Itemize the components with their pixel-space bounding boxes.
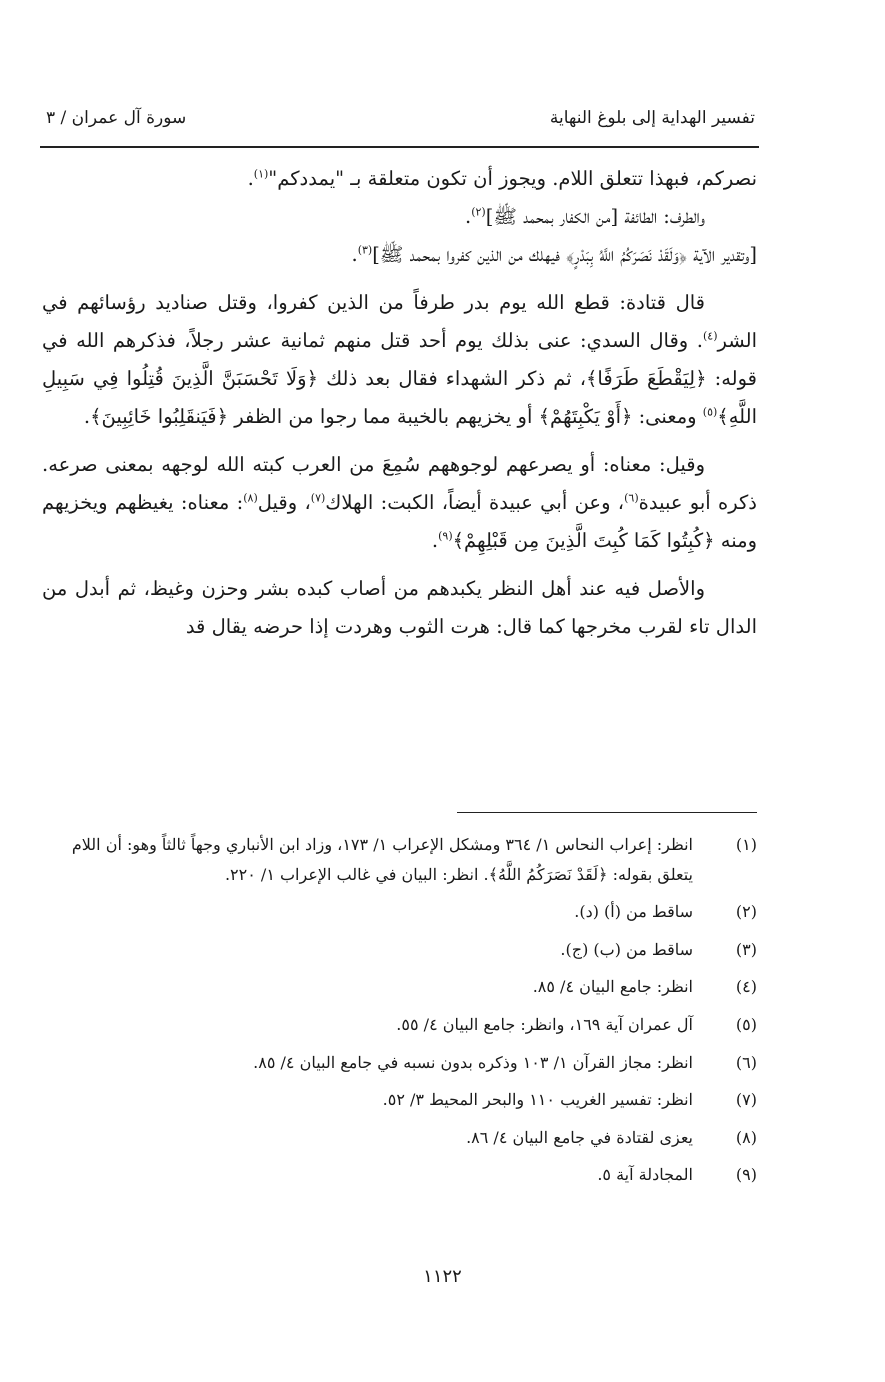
page-number: ١١٢٢: [423, 1266, 462, 1287]
paragraph-4: [42, 284, 757, 436]
footnote: [60, 1010, 757, 1040]
paragraph-1: [42, 160, 757, 198]
footnote: [60, 972, 757, 1002]
footnote-text: انظر: تفسير الغريب ١١٠ والبحر المحيط ٣/ ٥٢.: [382, 1090, 693, 1110]
paragraph-end: .: [431, 529, 439, 553]
footnote: [60, 1048, 757, 1078]
paragraph-2: [42, 198, 757, 236]
footnote-ref: (٣): [357, 243, 373, 257]
footnote-text: آل عمران آية ١٦٩، وانظر: جامع البيان ٤/ ٥٥.: [396, 1014, 693, 1034]
footnote: [60, 897, 757, 927]
footnote: [60, 1085, 757, 1115]
footnote-number: (٥): [735, 1014, 757, 1034]
paragraph-text: . وقال السدي: عنى بذلك يوم أحد قتل منهم ثمانية عشر رجلاً، فذكرهم الله في قوله: ﴿لِيَقْطَعَ طَرَفًا﴾، ثم ذكر الشهداء فقال بعد ذلك ﴿وَلَا تَحْسَبَنَّ الَّذِينَ قُتِلُوا فِي سَبِيلِ اللَّهِ﴾: [42, 329, 757, 429]
footnote-ref: (٧): [310, 491, 326, 505]
paragraph-text: والطرف: الطائفة [من الكفار بمحمد ﷺ]: [485, 205, 705, 229]
paragraph-5: [42, 446, 757, 560]
footnote-number: (٩): [735, 1165, 757, 1185]
footnote: [60, 935, 757, 965]
paragraph-text: قال قتادة: قطع الله يوم بدر طرفاً من الذين كفروا، وقتل صناديد رؤسائهم في الشر: [42, 291, 757, 353]
footnote-number: (٤): [735, 977, 757, 997]
paragraph-text: [وتقدير الآية ﴿وَلَقَدْ نَصَرَكُمُ اللَّهُ بِبَدْرٍ﴾ فيهلك من الذين كفروا بمحمد ﷺ]: [372, 243, 757, 267]
header-divider: [40, 146, 759, 148]
footnote-text: ساقط من (ب) (ج).: [560, 939, 693, 959]
footnote-ref: (٥): [702, 405, 718, 419]
footnote-number: (٦): [735, 1052, 757, 1072]
footnote-ref: (٢): [471, 205, 486, 219]
footnote-ref: (٦): [624, 491, 639, 505]
paragraph-text: وقيل: معناه: أو يصرعهم لوجوههم سُمِعَ من العرب كبته الله لوجهه بمعنى صرعه. ذكره أبو عبيدة: [42, 453, 757, 515]
footnote-text: يعزى لقتادة في جامع البيان ٤/ ٨٦.: [466, 1127, 693, 1147]
paragraph-text: ، وعن أبي عبيدة أيضاً، الكبت: الهلاك: [325, 491, 625, 515]
footnote-ref: (٩): [438, 529, 453, 543]
footnote-number: (٢): [735, 902, 757, 922]
paragraph-6: والأصل فيه عند أهل النظر يكبدهم من أصاب كبده بشر وحزن وغيظ، ثم أبدل من الدال تاء لقرب مخرجها كما قال: هرت الثوب وهردت إذا حرضه يقال قد: [42, 577, 757, 639]
footnote-ref: (٤): [702, 329, 718, 343]
footnote-ref: (١): [253, 167, 269, 181]
footnotes: [60, 830, 757, 1198]
footnote-number: (٨): [735, 1127, 757, 1147]
paragraph-text: ومعنى: ﴿أَوْ يَكْبِتَهُمْ﴾ أو يخزيهم بالخيبة مما رجوا من الظفر ﴿فَيَنقَلِبُوا خَائِبِينَ﴾.: [83, 405, 703, 429]
footnote-text: انظر: إعراب النحاس ١/ ٣٦٤ ومشكل الإعراب ١/ ١٧٣، وزاد ابن الأنباري وجهاً ثالثاً وهو: أن اللام يتعلق بقوله: ﴿لَقَدْ نَصَرَكُمُ اللَّهُ﴾. انظر: البيان في غالب الإعراب ١/ ٢٢٠.: [71, 835, 693, 884]
main-text: [42, 160, 757, 646]
paragraph-text: ، وقيل: [257, 491, 311, 515]
footnote-text: ساقط من (أ) (د).: [574, 902, 693, 922]
paragraph-end: .: [247, 167, 254, 190]
footnote: [60, 1160, 757, 1190]
running-header: [46, 108, 755, 128]
book-title: تفسير الهداية إلى بلوغ النهاية: [549, 108, 755, 128]
footnote-number: (٧): [735, 1090, 757, 1110]
footnote-number: (٣): [735, 939, 757, 959]
paragraph-text: نصركم، فبهذا تتعلق اللام. ويجوز أن تكون متعلقة بـ "يمددكم": [268, 167, 757, 190]
paragraph-3: [42, 236, 757, 274]
footnote-text: انظر: مجاز القرآن ١/ ١٠٣ وذكره بدون نسبه في جامع البيان ٤/ ٨٥.: [253, 1052, 693, 1072]
paragraph-end: .: [465, 205, 472, 229]
footnote: [60, 1123, 757, 1153]
footnote-ref: (٨): [243, 491, 258, 505]
footnote: [60, 830, 757, 889]
footnote-text: انظر: جامع البيان ٤/ ٨٥.: [532, 977, 693, 997]
surah-label: سورة آل عمران / ٣: [46, 108, 187, 128]
paragraph-text: : معناه: يغيظهم ويخزيهم ومنه ﴿كُبِتُوا كَمَا كُبِتَ الَّذِينَ مِن قَبْلِهِمْ﴾: [42, 491, 757, 553]
footnote-divider: [457, 812, 757, 813]
paragraph-end: .: [351, 243, 358, 267]
footnote-text: المجادلة آية ٥.: [597, 1165, 693, 1185]
footnote-number: (١): [735, 835, 757, 854]
